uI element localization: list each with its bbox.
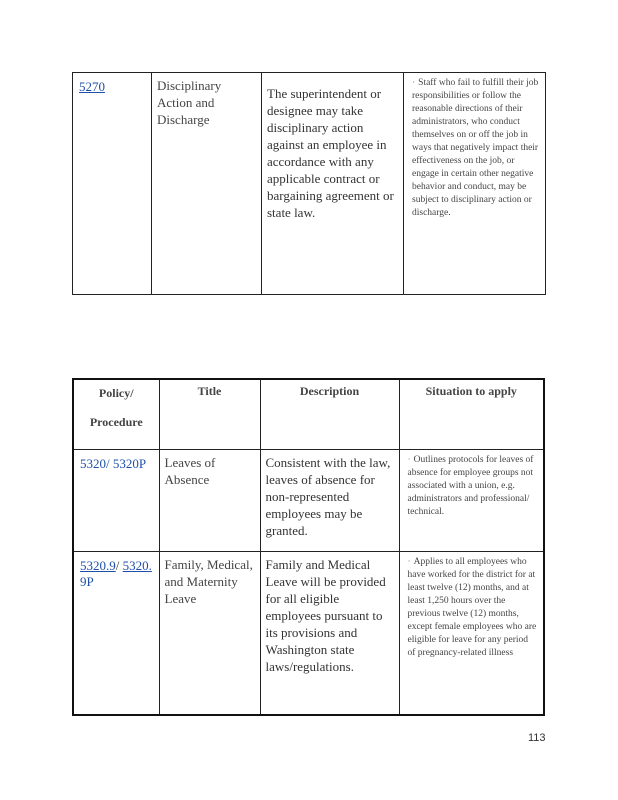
policy-title-cell: Leaves of Absence [159,449,260,551]
policy-number-cell [73,551,159,715]
policy-number-5320[interactable]: 5320/ 5320P [80,455,147,471]
policy-situation-cell [399,551,544,715]
policy-number-cell [73,449,159,551]
table-header-row [73,379,544,449]
bullet-icon: · [407,556,411,567]
policy-link-5320-9[interactable]: 5320.9 [80,557,116,573]
policy-title-cell: Family, Medical, and Maternity Leave [159,551,260,715]
header-description: Description [260,379,399,449]
bullet-icon: · [412,78,416,88]
table-row [73,551,544,715]
policy-link-5320-9p[interactable]: 5320. [122,557,152,573]
policy-number-cell [73,73,152,295]
policy-description-cell: The superintendent or designee may take disciplinary action against an employee in accordance with any applicable contract or bargaining agreement or state law. [262,73,404,295]
policy-title-cell: Disciplinary Action and Discharge [152,73,262,295]
policy-link-5270[interactable]: 5270 [79,79,105,94]
policy-table-top [72,72,546,295]
header-policy-procedure [73,379,159,449]
situation-text: Outlines protocols for leaves of absence for employee groups not associated with a union, e.g. administrators and professional/ technical. [407,454,534,517]
header-policy-line1: Policy/ [98,386,134,400]
policy-table-bottom [72,378,545,716]
bullet-icon: · [407,454,411,465]
policy-description-cell: Consistent with the law, leaves of absence for non-represented employees may be granted. [260,449,399,551]
header-title: Title [159,379,260,449]
situation-text: Staff who fail to fulfill their job responsibilities or follow the reasonable directions of their administrators, who conduct themselves on or off the job in ways that negatively impact their effectiveness on the job, or engage in certain other negative behavior and conduct, may be subject to disciplinary action or discharge. [412,78,539,218]
table-row [73,73,546,295]
header-situation: Situation to apply [399,379,544,449]
policy-number-suffix: 9P [80,573,94,589]
situation-text: Applies to all employees who have worked for the district for at least twelve (12) months, and at least 1,250 hours over the previous twelve (12) months, except female employees who are eligible for leave for any period of pregnancy-related illness [407,556,537,658]
page-number: 113 [528,732,546,744]
policy-situation-cell [404,73,546,295]
policy-description-cell: Family and Medical Leave will be provided for all eligible employees pursuant to its provisions and Washington state laws/regulations. [260,551,399,715]
policy-situation-cell [399,449,544,551]
number-separator: / [115,557,123,573]
table-row [73,449,544,551]
header-policy-line2: Procedure [89,415,143,429]
